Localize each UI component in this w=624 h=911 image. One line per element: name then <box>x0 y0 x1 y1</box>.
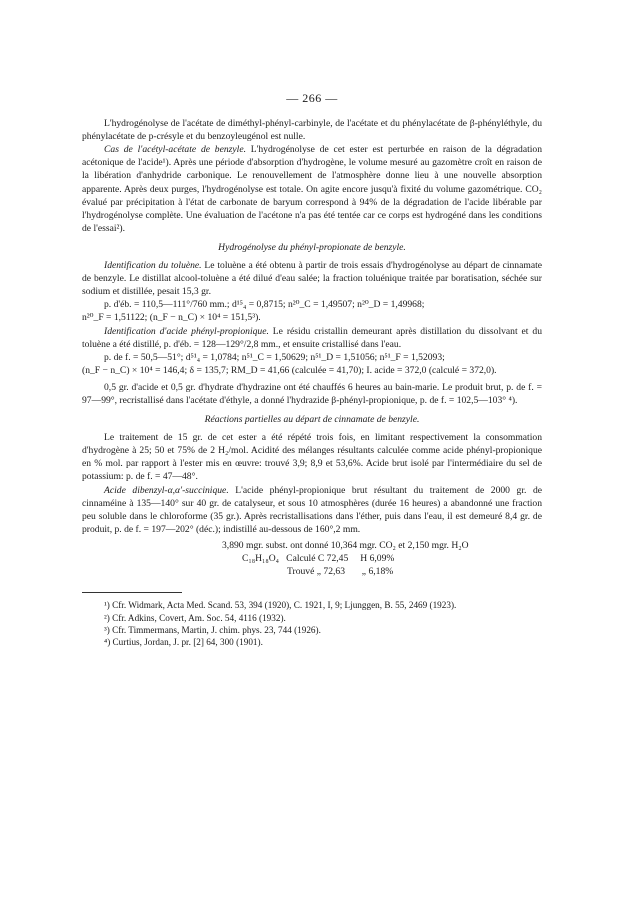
paragraph-acetyl-acetate-title: Cas de l'acétyl-acétate de benzyle. <box>104 144 246 156</box>
footnote-3: ³) Cfr. Timmermans, Martin, J. chim. phys. 23, 744 (1926). <box>104 625 321 635</box>
acid-constants-line1: p. de f. = 50,5—51°; d⁵¹₄ = 1,0784; n⁵¹_C = 1,50629; n⁵¹_D = 1,51056; n⁵¹_F = 1,52093; <box>104 351 445 363</box>
footnotes <box>82 599 542 649</box>
paragraph-hydrogenolysis-null: L'hydrogénolyse de l'acétate de diméthyl-phényl-carbinyle, de l'acétate et du phénylacétate de β-phényléthyle, du phénylacétate de p-crésyle et du benzoyleugénol est nulle. <box>82 118 542 143</box>
paragraph-toluene-identification <box>82 259 542 298</box>
section-heading-phenyl-propionate: Hydrogénolyse du phényl-propionate de benzyle. <box>218 241 406 253</box>
paragraph-acid-identification <box>82 325 542 351</box>
page-number: — 266 — <box>286 91 338 105</box>
paragraph-dibenzyl-body: L'acide phényl-propionique brut résultant du traitement de 2000 gr. de cinnaméine à 135—140° sur 40 gr. de catalyseur, et sous 10 atmosphères (durée 16 heures) a abandonné une fraction peu soluble dans le chloroforme (35 gr.). Après recristallisations dans l'éther, puis dans l'eau, il est demeuré 8,4 gr. de produit, p. de f. = 197—202° (déc.); indistillé au-dessous de 160°,2 mm. <box>82 484 543 535</box>
document-page <box>82 92 542 649</box>
analysis-calculated-line: C₁₈H₁₈O₄ Calculé C 72,45 H 6,09% <box>242 553 395 564</box>
footnote-divider <box>82 592 182 593</box>
toluene-constants-line2: n²⁰_F = 1,51122; (n_F − n_C) × 10⁴ = 151,5³). <box>82 312 261 324</box>
footnote-4: ⁴) Curtius, Jordan, J. pr. [2] 64, 300 (1901). <box>104 637 263 648</box>
analysis-substance-line: 3,890 mgr. subst. ont donné 10,364 mgr. CO₂ et 2,150 mgr. H₂O <box>222 539 469 551</box>
footnote-1: ¹) Cfr. Widmark, Acta Med. Scand. 53, 394 (1920), C. 1921, I, 9; Ljunggen, B. 55, 2469 (1923). <box>104 600 457 611</box>
paragraph-acetyl-acetate <box>82 143 542 235</box>
paragraph-toluene-body: Le toluène a été obtenu à partir de trois essais d'hydrogénolyse au départ de cinnamate de benzyle. Le distillat alcool-toluène a été dilué d'eau salée; la fraction toluénique traitée par boratisation, séchée sur sodium et distillée, pesait 15,3 gr. <box>82 260 543 298</box>
acid-constants-line2: (n_F − n_C) × 10⁴ = 146,4; δ = 135,7; RM_D = 41,66 (calculée = 41,70); I. acide = 372,0 (calculé = 372,0). <box>82 364 497 376</box>
section-heading-partial-reactions: Réactions partielles au départ de cinnamate de benzyle. <box>204 414 420 426</box>
paragraph-dibenzyl-succinic <box>82 484 542 536</box>
paragraph-partial-reactions: Le traitement de 15 gr. de cet ester a été répété trois fois, en limitant respectivement la consommation d'hydrogène à 25; 50 et 75% de 2 H₂/mol. Acidité des mélanges résultants calculée comme acide phényl-propionique en % mol. par rapport à l'ester mis en œuvre: trouvé 3,9; 8,9 et 53,6%. Acide brut isolé par l'intermédiaire du sel de potassium: p. de f. = 47—48°. <box>82 432 542 483</box>
paragraph-acid-title: Identification d'acide phényl-propionique. <box>104 325 269 337</box>
elemental-analysis <box>82 539 542 578</box>
paragraph-dibenzyl-title: Acide dibenzyl-α,α'-succinique. <box>104 484 229 496</box>
footnote-2: ²) Cfr. Adkins, Covert, Am. Soc. 54, 4116 (1932). <box>104 612 286 623</box>
paragraph-acetyl-acetate-body: L'hydrogénolyse de cet ester est perturbée en raison de la dégradation acétonique de l'acide¹). Après une période d'absorption d'hydrogène, le volume mesuré au gazomètre croît en raison de la libération d'anhydride carbonique. Le renouvellement de l'atmosphère donne lieu à une nouvelle absorption apparente. Après deux purges, l'hydrogénolyse est totale. On agite encore jusqu'à fixité du volume gazométrique. CO₂ évalué par précipitation à l'état de carbonate de baryum correspond à 94% de la dégradation de l'acide libérable par l'hydrogénolyse complète. Une évaluation de l'acétone n'a pas été tentée car ce corps est hydrogéné dans les conditions de l'essai²). <box>82 144 543 234</box>
paragraph-toluene-title: Identification du toluène. <box>104 260 202 272</box>
paragraph-acid-body: Le résidu cristallin demeurant après distillation du dissolvant et du toluène a été distillé, p. d'éb. = 128—129°/2,8 mm., et ensuite cristallisé dans l'eau. <box>82 325 542 350</box>
toluene-constants-line1: p. d'éb. = 110,5—111°/760 mm.; d¹⁵₄ = 0,8715; n²⁰_C = 1,49507; n²⁰_D = 1,49968; <box>104 299 425 311</box>
analysis-found-line: Trouvé „ 72,63 „ 6,18% <box>287 566 394 578</box>
paragraph-hydrazide: 0,5 gr. d'acide et 0,5 gr. d'hydrate d'hydrazine ont été chauffés 6 heures au bain-marie. Le produit brut, p. de f. = 97—99°, recristallisé dans l'acétate d'éthyle, a donné l'hydrazide β-phényl-propionique, p. de f. = 102,5—103° ⁴). <box>82 381 542 406</box>
